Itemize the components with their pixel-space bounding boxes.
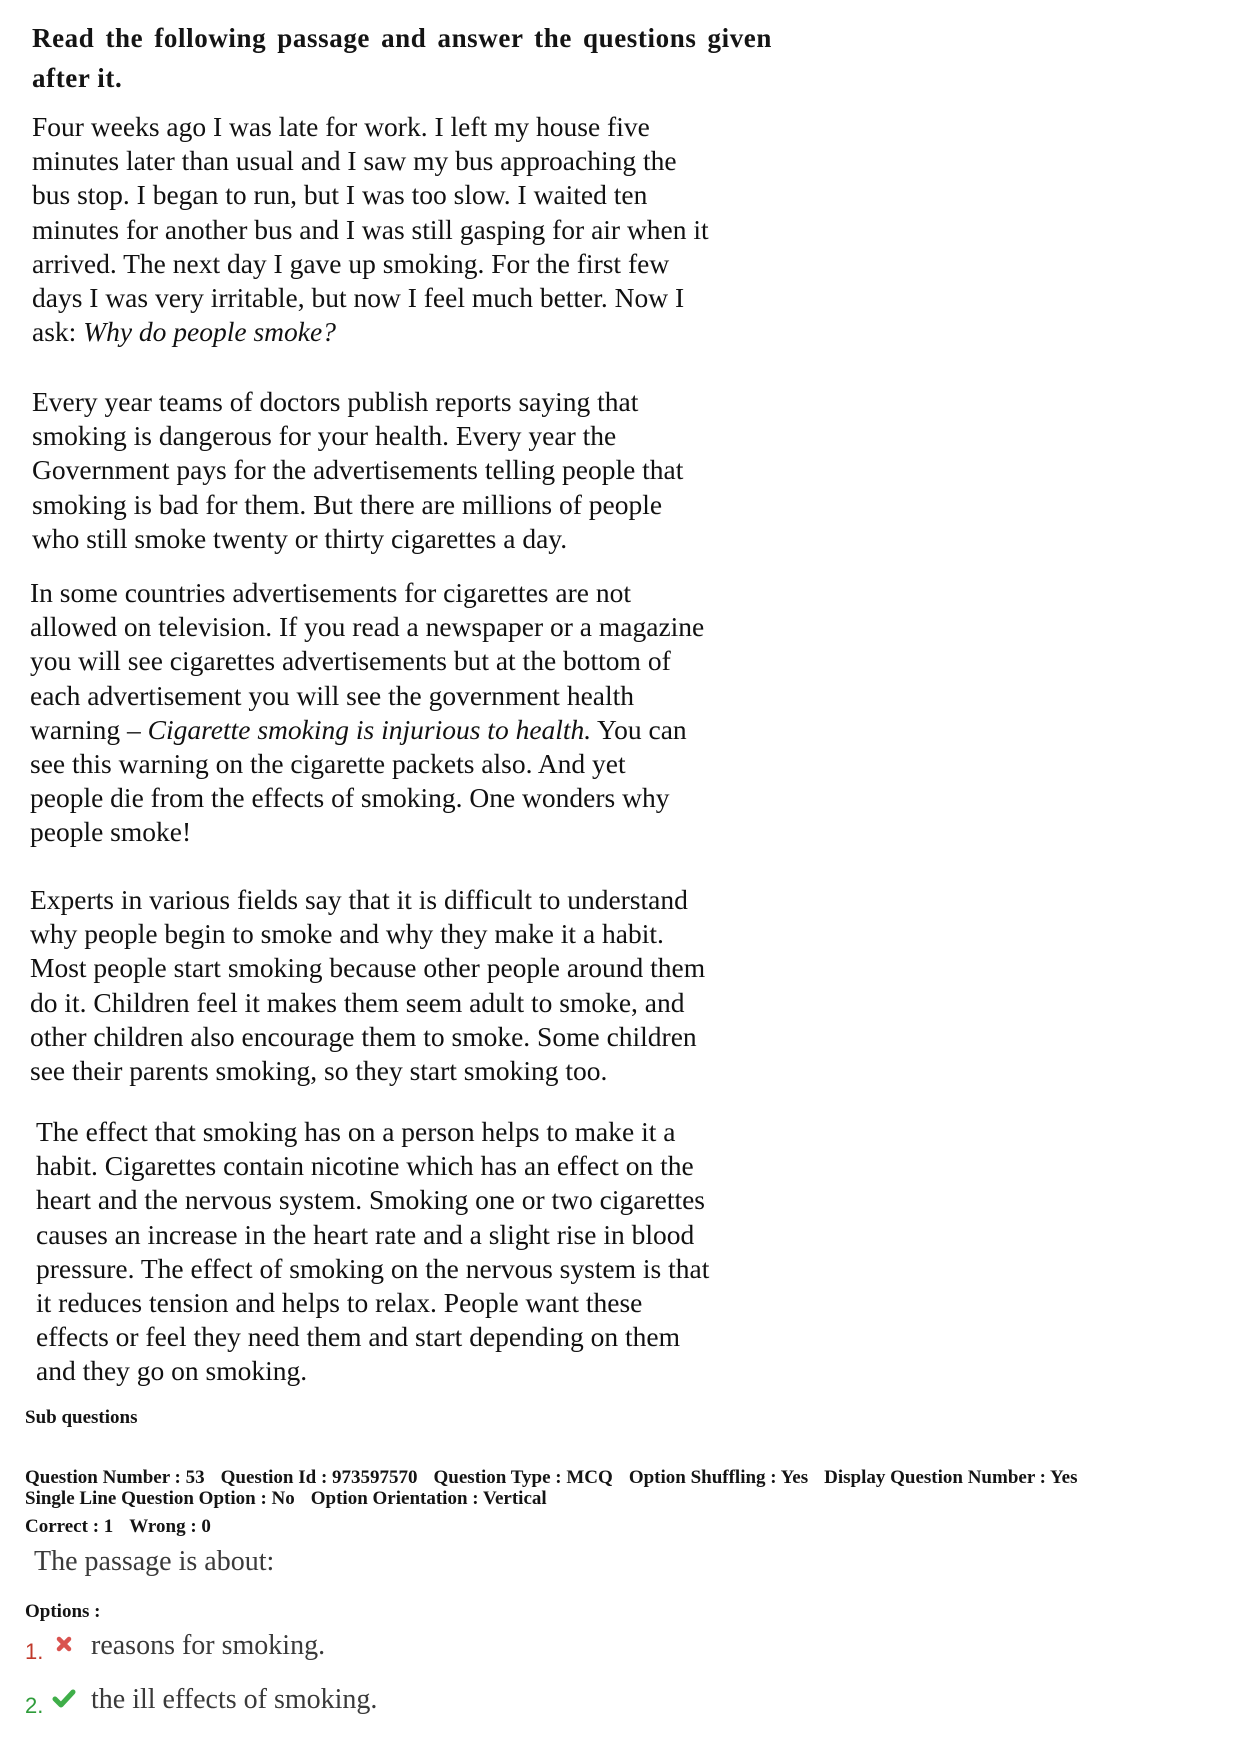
options-label: Options : — [25, 1601, 101, 1622]
passage-line: effects or feel they need them and start depending on them — [36, 1321, 680, 1353]
passage-line: other children also encourage them to smoke. Some children — [30, 1020, 697, 1052]
option-shuffling: Option Shuffling : Yes — [628, 1467, 809, 1488]
passage-line: smoking is dangerous for your health. Every year the — [32, 420, 617, 452]
passage-line: people die from the effects of smoking. One wonders why — [30, 782, 670, 814]
passage-line: smoking is bad for them. But there are millions of people — [32, 488, 663, 520]
passage-line: The effect that smoking has on a person helps to make it a — [36, 1116, 676, 1147]
question-type: Question Type : MCQ — [433, 1467, 613, 1488]
line-prefix: ask: — [32, 316, 84, 348]
passage-paragraph-4 — [30, 883, 770, 1088]
passage-line: why people begin to smoke and why they make it a habit. — [30, 918, 664, 950]
question-id: Question Id : 973597570 — [220, 1467, 418, 1488]
sub-questions-label: Sub questions — [25, 1407, 138, 1428]
marks-line — [25, 1516, 227, 1537]
single-line-option: Single Line Question Option : No — [25, 1488, 295, 1509]
warning-prefix: warning – — [30, 713, 148, 745]
wrong-marks: Wrong : 0 — [129, 1516, 211, 1537]
question-text: The passage is about: — [34, 1546, 275, 1577]
passage-line: arrived. The next day I gave up smoking. For the first few — [32, 247, 670, 279]
passage-line: minutes for another bus and I was still gasping for air when it — [32, 213, 709, 245]
passage-line: it reduces tension and helps to relax. People want these — [36, 1287, 643, 1319]
question-meta-line-1 — [25, 1467, 1093, 1488]
italic-question: Why do people smoke? — [83, 316, 336, 348]
passage-line: Four weeks ago I was late for work. I left my house five — [32, 111, 650, 142]
correct-marks: Correct : 1 — [25, 1516, 114, 1537]
option-text: reasons for smoking. — [91, 1630, 326, 1661]
passage-line: allowed on television. If you read a newspaper or a magazine — [30, 611, 705, 643]
passage-line: do it. Children feel it makes them seem adult to smoke, and — [30, 986, 685, 1018]
passage-line: heart and the nervous system. Smoking one or two cigarettes — [36, 1184, 706, 1216]
passage-line: Government pays for the advertisements telling people that — [32, 454, 684, 486]
passage-line — [32, 315, 772, 349]
passage-line: habit. Cigarettes contain nicotine which has an effect on the — [36, 1150, 694, 1182]
passage-line: pressure. The effect of smoking on the nervous system is that — [36, 1252, 710, 1284]
passage-line: each advertisement you will see the government health — [30, 679, 635, 711]
option-number: 1. — [25, 1639, 44, 1664]
passage-line: Every year teams of doctors publish reports saying that — [32, 386, 639, 417]
passage-line: days I was very irritable, but now I feel much better. Now I — [32, 282, 685, 314]
passage-line: who still smoke twenty or thirty cigarettes a day. — [32, 522, 568, 554]
option-text: the ill effects of smoking. — [91, 1684, 378, 1715]
passage-line: see their parents smoking, so they start smoking too. — [30, 1055, 608, 1087]
passage-paragraph-5 — [36, 1115, 776, 1389]
passage-line: see this warning on the cigarette packets also. And yet — [30, 748, 626, 780]
health-warning: Cigarette smoking is injurious to health. — [147, 713, 592, 745]
passage-line: causes an increase in the heart rate and a slight rise in blood — [36, 1218, 695, 1250]
passage-paragraph-1 — [32, 110, 772, 349]
warning-suffix: You can — [591, 713, 687, 745]
option-number: 2. — [25, 1693, 44, 1718]
passage-line: people smoke! — [30, 816, 192, 848]
passage-paragraph-3 — [30, 576, 770, 850]
question-number: Question Number : 53 — [25, 1467, 205, 1488]
passage-line: Experts in various fields say that it is difficult to understand — [30, 884, 688, 915]
passage-line: Most people start smoking because other people around them — [30, 952, 706, 984]
passage-paragraph-2 — [32, 385, 772, 556]
passage-heading: Read the following passage and answer the questions given after it. — [32, 23, 772, 93]
passage-line: bus stop. I began to run, but I was too slow. I waited ten — [32, 179, 648, 211]
question-meta-line-2 — [25, 1488, 563, 1509]
option-orientation: Option Orientation : Vertical — [310, 1488, 547, 1509]
check-icon — [51, 1685, 77, 1711]
passage-line: minutes later than usual and I saw my bus approaching the — [32, 145, 677, 177]
option-2[interactable] — [25, 1680, 377, 1720]
passage-line: In some countries advertisements for cigarettes are not — [30, 577, 631, 608]
cross-icon — [51, 1631, 77, 1657]
passage-line: and they go on smoking. — [36, 1355, 308, 1387]
option-1[interactable] — [25, 1626, 325, 1666]
passage-line — [30, 713, 770, 747]
display-question-number: Display Question Number : Yes — [824, 1467, 1078, 1488]
passage-line: you will see cigarettes advertisements but at the bottom of — [30, 645, 671, 677]
